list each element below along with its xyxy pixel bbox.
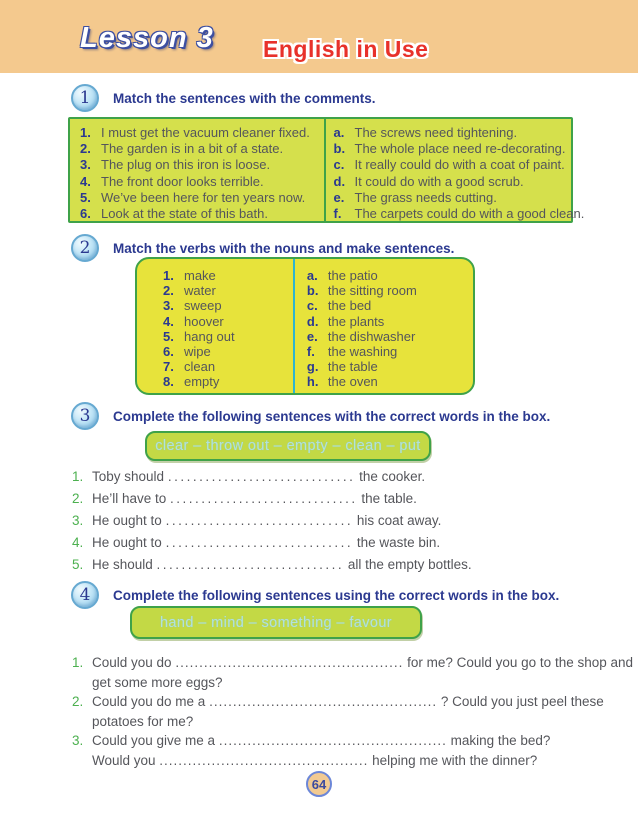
match-row [307,314,469,329]
match-row [80,206,320,222]
exercise-1-left-column [70,119,326,221]
item-text: sweep [184,298,222,314]
item-number: 2. [163,283,174,299]
item-number: 8. [163,374,174,390]
item-number: 6. [80,206,91,222]
sentence-text: making the bed? [446,733,551,748]
exercise-4-word-box: hand – mind – something – favour [130,606,422,639]
item-text: clean [184,359,216,375]
match-row [307,359,469,374]
match-row [307,344,469,359]
sentence-row [72,751,612,771]
sentence-number: 2. [72,491,84,506]
match-row [80,190,320,206]
match-row [163,268,289,283]
sentence-row [72,488,472,510]
match-row [307,283,469,298]
item-number: 4. [80,173,91,189]
match-row [163,344,289,359]
item-letter: f. [333,206,342,222]
exercise-1-instruction: Match the sentences with the comments. [113,90,376,106]
unit-title: English in Use [263,36,429,62]
exercise-3-instruction: Complete the following sentences with the correct words in the box. [113,408,551,424]
exercise-2-instruction: Match the verbs with the nouns and make sentences. [113,240,455,256]
sentence-row [72,673,612,693]
item-number: 3. [80,157,91,173]
item-letter: f. [306,344,315,360]
item-number: 2. [80,141,91,157]
exercise-3-word-box: clear – throw out – empty – clean – put [145,431,431,461]
sentence-text: for me? Could you go to the shop and [403,655,634,670]
item-text: The garden is in a bit of a state. [101,141,284,157]
match-row [307,329,469,344]
exercise-2-number-badge: 2 [71,234,99,262]
sentence-row [72,653,634,673]
match-row [307,298,469,313]
match-row [334,125,567,141]
sentence-text: ? Could you just peel these [437,694,604,709]
item-letter: e. [306,328,318,344]
item-letter: h. [306,374,319,390]
exercise-1-right-column [326,119,585,222]
item-letter: c. [306,298,318,314]
sentence-number: 3. [72,513,84,528]
item-text: The grass needs cutting. [354,189,497,205]
blank-dots: .............................. [165,535,354,550]
item-text: The front door looks terrible. [101,173,264,189]
sentence-text: the waste bin. [353,535,441,550]
sentence-text: Could you do me a [92,694,210,709]
sentence-text: He’ll have to [92,491,171,506]
blank-dots: ............................................ [159,752,369,768]
item-text: The screws need tightening. [354,125,518,140]
sentence-number: 4. [72,535,84,550]
match-row [333,206,585,222]
sentence-row [72,510,472,532]
match-row [80,174,320,190]
match-row [163,359,289,374]
item-letter: b. [306,283,319,299]
item-text: The whole place need re-decorating. [354,141,566,157]
exercise-4-number-badge: 4 [71,581,99,609]
exercise-3-number-badge: 3 [71,402,99,430]
sentence-row [72,532,472,554]
sentence-number: 1. [72,469,84,484]
sentence-text: Could you do [92,655,176,670]
item-text: It really could do with a coat of paint. [354,157,565,173]
header-band [0,0,638,73]
exercise-1-number-badge: 1 [71,84,99,112]
item-text: make [184,268,216,283]
lesson-title: Lesson 3 [80,22,214,54]
exercise-4-heading [71,581,559,609]
match-row [334,174,567,190]
sentence-row [72,554,472,576]
sentence-row [72,712,612,732]
match-row [334,141,567,157]
sentence-text: He should [92,557,157,572]
sentence-text: Would you [92,752,160,768]
sentence-text: Could you give me a [92,733,219,748]
exercise-1-heading [71,84,376,112]
match-row [163,374,289,389]
item-text: the plants [327,313,385,329]
sentence-text: helping me with the dinner? [368,752,538,768]
item-text: hang out [184,328,235,344]
match-row [307,268,469,283]
sentence-number: 2. [72,694,84,709]
sentence-text: potatoes for me? [92,713,194,729]
item-text: I must get the vacuum cleaner fixed. [101,125,310,140]
item-number: 5. [80,189,91,205]
item-text: the sitting room [327,283,417,299]
sentence-number: 1. [72,655,84,670]
match-row [163,314,289,329]
item-text: the oven [327,374,378,390]
item-text: The plug on this iron is loose. [101,157,271,173]
item-text: water [184,283,216,299]
item-text: the table [327,359,378,375]
sentence-text: his coat away. [353,513,442,528]
blank-dots: .............................. [167,469,356,484]
exercise-2-left-column [137,259,295,393]
exercise-2-match-box [135,257,475,395]
item-text: the washing [327,344,398,360]
match-row [163,329,289,344]
item-text: It could do with a good scrub. [354,173,524,189]
match-row [334,190,567,206]
item-number: 6. [163,344,174,360]
item-text: wipe [184,344,211,360]
sentence-number: 5. [72,557,84,572]
exercise-4-sentences [72,653,634,770]
sentence-text: the table. [357,491,417,506]
item-number: 5. [163,328,174,344]
sentence-number: 3. [72,733,84,748]
sentence-row [72,692,612,712]
match-row [80,141,320,157]
item-text: the patio [327,268,378,283]
item-letter: b. [333,141,346,157]
item-letter: a. [306,268,318,283]
sentence-text: He ought to [92,513,166,528]
sentence-text: get some more eggs? [92,674,223,690]
item-text: hoover [184,313,224,329]
exercise-3-heading [71,402,550,430]
match-row [163,298,289,313]
item-text: The carpets could do with a good clean. [354,206,585,222]
exercise-1-match-table [68,117,585,223]
item-number: 3. [163,298,174,314]
item-text: the bed [327,298,372,314]
blank-dots: .............................. [170,491,358,506]
sentence-text: Toby should [92,469,168,484]
match-row [80,125,320,141]
item-letter: a. [333,125,345,140]
sentence-row [72,466,472,488]
item-number: 1. [163,268,174,283]
blank-dots: ................................................ [175,655,404,670]
exercise-3-sentences [72,466,472,576]
match-row [163,283,289,298]
item-letter: d. [333,173,346,189]
item-text: empty [184,374,220,390]
item-letter: g. [306,359,319,375]
sentence-text: all the empty bottles. [344,557,472,572]
blank-dots: .............................. [165,513,354,528]
item-number: 4. [163,313,174,329]
sentence-text: He ought to [92,535,166,550]
match-row [334,157,567,173]
item-text: We’ve been here for ten years now. [101,189,306,205]
blank-dots: ................................................ [209,694,438,709]
item-number: 7. [163,359,174,375]
blank-dots: ................................................ [218,733,447,748]
item-text: the dishwasher [327,328,416,344]
page-number-badge: 64 [306,771,332,797]
sentence-text: the cooker. [355,469,426,484]
sentence-row [72,731,612,751]
item-letter: c. [333,157,345,173]
exercise-4-instruction: Complete the following sentences using the correct words in the box. [113,587,560,603]
item-letter: e. [333,189,345,205]
match-row [307,374,469,389]
item-number: 1. [80,125,91,140]
blank-dots: .............................. [156,557,345,572]
match-row [80,157,320,173]
item-letter: d. [306,313,319,329]
item-text: Look at the state of this bath. [101,206,268,222]
exercise-2-right-column [295,259,473,393]
